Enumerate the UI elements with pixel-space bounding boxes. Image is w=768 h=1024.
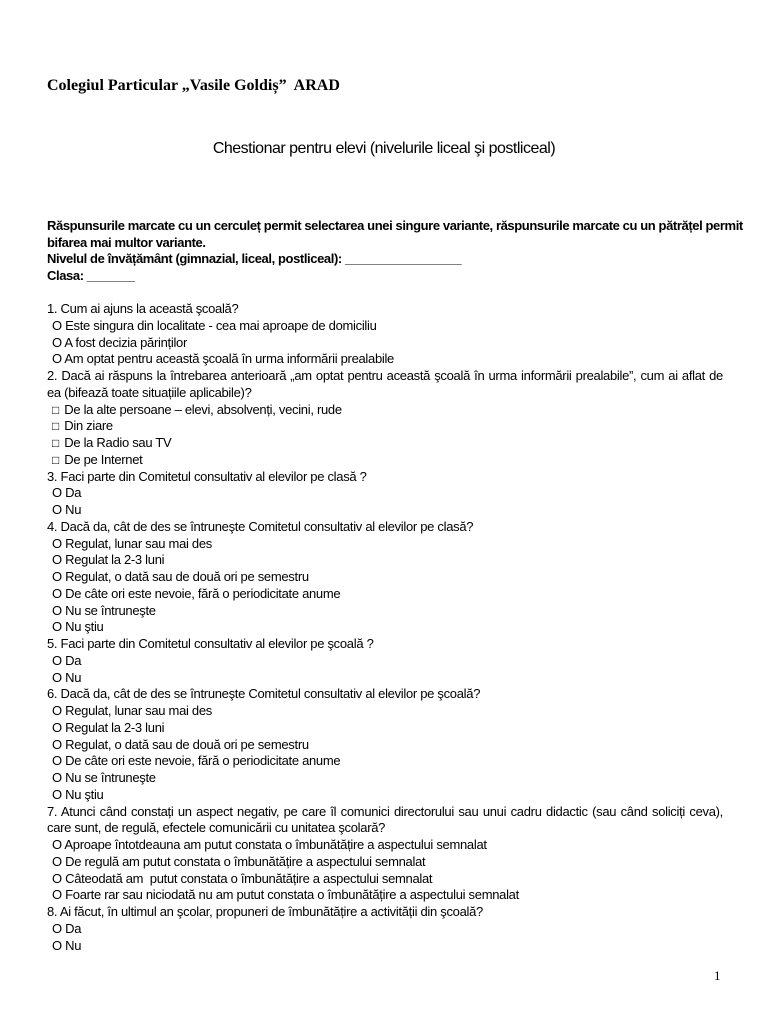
checkbox-square-icon[interactable]: □: [52, 402, 59, 417]
question-text: 1. Cum ai ajuns la această şcoală?: [47, 301, 239, 316]
radio-option[interactable]: [47, 603, 723, 620]
option-label: Regulat, lunar sau mai des: [65, 703, 212, 718]
checkbox-option[interactable]: [47, 452, 723, 469]
question-text: 4. Dacă da, cât de des se întruneşte Comitetul consultativ al elevilor pe clasă?: [47, 518, 474, 534]
education-level-field[interactable]: Nivelul de învățământ (gimnazial, liceal, postliceal): _________________: [47, 251, 462, 266]
checkbox-square-icon[interactable]: □: [52, 419, 59, 434]
radio-option[interactable]: [47, 351, 723, 368]
question-text: 2. Dacă ai răspuns la întrebarea anterioară „am optat pentru această şcoală în urma informării prealabile”, cum ai aflat de ea (bifează toate situațiile aplicabile)?: [47, 368, 723, 400]
questions-list: [47, 301, 723, 954]
radio-circle-icon[interactable]: O: [52, 585, 62, 601]
option-label: Da: [65, 652, 82, 668]
option-label: Regulat, o dată sau de două ori pe semestru: [65, 569, 309, 584]
question-block: [47, 904, 723, 954]
radio-circle-icon[interactable]: O: [52, 602, 62, 618]
option-label: Regulat la 2-3 luni: [65, 719, 165, 735]
radio-option[interactable]: [47, 737, 723, 754]
radio-circle-icon[interactable]: O: [52, 786, 62, 802]
option-label: Din ziare: [64, 418, 113, 434]
radio-option[interactable]: [47, 569, 723, 586]
option-label: De la alte persoane – elevi, absolvenți, vecini, rude: [64, 401, 342, 417]
radio-circle-icon[interactable]: O: [52, 669, 62, 685]
option-label: Regulat la 2-3 luni: [65, 552, 165, 568]
school-name: Colegiul Particular „Vasile Goldiș” ARAD: [47, 77, 340, 94]
option-label: Nu: [65, 502, 82, 517]
radio-circle-icon[interactable]: O: [52, 870, 62, 886]
questionnaire-title: Chestionar pentru elevi (nivelurile liceal şi postliceal): [212, 140, 556, 157]
instructions-line: Răspunsurile marcate cu un cerculeț permit selectarea unei singure variante, răspunsurile marcate cu un pătrățel permit: [47, 218, 743, 233]
radio-circle-icon[interactable]: O: [52, 703, 62, 718]
radio-option[interactable]: [47, 837, 723, 854]
radio-circle-icon[interactable]: O: [52, 535, 62, 551]
checkbox-option[interactable]: [47, 418, 723, 435]
question-block: [47, 686, 723, 803]
question-block: [47, 469, 723, 519]
radio-option[interactable]: [47, 318, 723, 335]
radio-option[interactable]: [47, 670, 723, 687]
radio-circle-icon[interactable]: O: [52, 770, 62, 785]
radio-option[interactable]: [47, 536, 723, 553]
option-label: Foarte rar sau niciodată nu am putut constata o îmbunătățire a aspectului semnalat: [65, 887, 519, 903]
option-label: Am optat pentru această şcoală în urma informării prealabile: [64, 351, 394, 367]
radio-circle-icon[interactable]: O: [52, 719, 62, 735]
option-label: De pe Internet: [64, 451, 143, 467]
radio-option[interactable]: [47, 720, 723, 737]
option-label: De regulă am putut constata o îmbunătățire a aspectului semnalat: [65, 853, 426, 869]
radio-circle-icon[interactable]: O: [52, 317, 62, 333]
radio-option[interactable]: [47, 887, 723, 904]
question-text: 6. Dacă da, cât de des se întruneşte Comitetul consultativ al elevilor pe şcoală?: [47, 686, 481, 702]
radio-option[interactable]: [47, 619, 723, 636]
radio-circle-icon[interactable]: O: [52, 619, 62, 635]
radio-circle-icon[interactable]: O: [52, 485, 62, 501]
option-label: Da: [65, 485, 82, 501]
option-label: Nu ştiu: [65, 786, 104, 802]
radio-circle-icon[interactable]: O: [52, 552, 62, 568]
radio-circle-icon[interactable]: O: [52, 837, 62, 852]
question-block: [47, 301, 723, 368]
radio-circle-icon[interactable]: O: [52, 351, 62, 367]
radio-circle-icon[interactable]: O: [52, 853, 62, 869]
question-text: 8. Ai făcut, în ultimul an şcolar, propuneri de îmbunătățire a activității din şcoală?: [47, 904, 483, 919]
question-text: 3. Faci parte din Comitetul consultativ al elevilor pe clasă ?: [47, 468, 367, 484]
option-label: De la Radio sau TV: [64, 435, 172, 450]
radio-option[interactable]: [47, 586, 723, 603]
option-label: Da: [65, 920, 82, 936]
radio-option[interactable]: [47, 552, 723, 569]
option-label: Nu se întruneşte: [65, 770, 156, 785]
radio-option[interactable]: [47, 871, 723, 888]
radio-option[interactable]: [47, 921, 723, 938]
class-field[interactable]: Clasa: _______: [47, 267, 135, 283]
radio-circle-icon[interactable]: O: [52, 937, 62, 953]
radio-option[interactable]: [47, 787, 723, 804]
radio-circle-icon[interactable]: O: [52, 502, 62, 517]
question-block: [47, 636, 723, 686]
option-label: A fost decizia părinților: [64, 334, 187, 350]
option-label: Regulat, o dată sau de două ori pe semestru: [65, 736, 309, 752]
radio-option[interactable]: [47, 335, 723, 352]
question-block: [47, 368, 723, 469]
radio-option[interactable]: [47, 502, 723, 519]
radio-option[interactable]: [47, 653, 723, 670]
option-label: Nu se întruneşte: [65, 602, 156, 618]
radio-option[interactable]: [47, 485, 723, 502]
radio-circle-icon[interactable]: O: [52, 736, 62, 752]
question-block: [47, 804, 723, 905]
option-label: Nu ştiu: [65, 619, 104, 635]
question-text: 7. Atunci când constați un aspect negativ, pe care îl comunici directorului sau unui cadru didactic (sau când soliciți ceva), care sunt, de regulă, efectele comunicării cu unitatea şcolară?: [47, 803, 723, 836]
radio-circle-icon[interactable]: O: [52, 887, 62, 903]
radio-circle-icon[interactable]: O: [52, 920, 62, 936]
radio-option[interactable]: [47, 938, 723, 955]
option-label: De câte ori este nevoie, fără o periodicitate anume: [65, 753, 341, 769]
checkbox-option[interactable]: [47, 435, 723, 452]
radio-circle-icon[interactable]: O: [52, 652, 62, 668]
checkbox-option[interactable]: [47, 402, 723, 419]
option-label: Nu: [65, 937, 82, 953]
option-label: Câteodată am putut constata o îmbunătățire a aspectului semnalat: [65, 870, 433, 886]
page-number: 1: [714, 968, 721, 983]
option-label: Regulat, lunar sau mai des: [65, 535, 212, 551]
radio-option[interactable]: [47, 753, 723, 770]
checkbox-square-icon[interactable]: □: [52, 436, 59, 450]
radio-option[interactable]: [47, 770, 723, 787]
option-label: De câte ori este nevoie, fără o periodicitate anume: [65, 585, 341, 601]
option-label: Aproape întotdeauna am putut constata o îmbunătățire a aspectului semnalat: [64, 837, 487, 852]
instructions-line: bifarea mai multor variante.: [47, 234, 206, 250]
option-label: Este singura din localitate - cea mai aproape de domiciliu: [65, 317, 377, 333]
checkbox-square-icon[interactable]: □: [52, 452, 59, 467]
radio-circle-icon[interactable]: O: [52, 753, 62, 769]
radio-option[interactable]: [47, 703, 723, 720]
question-block: [47, 519, 723, 636]
radio-option[interactable]: [47, 854, 723, 871]
option-label: Nu: [65, 669, 82, 685]
radio-circle-icon[interactable]: O: [52, 334, 62, 350]
radio-circle-icon[interactable]: O: [52, 569, 62, 584]
question-text: 5. Faci parte din Comitetul consultativ al elevilor pe şcoală ?: [47, 636, 374, 651]
instructions: [47, 218, 743, 284]
